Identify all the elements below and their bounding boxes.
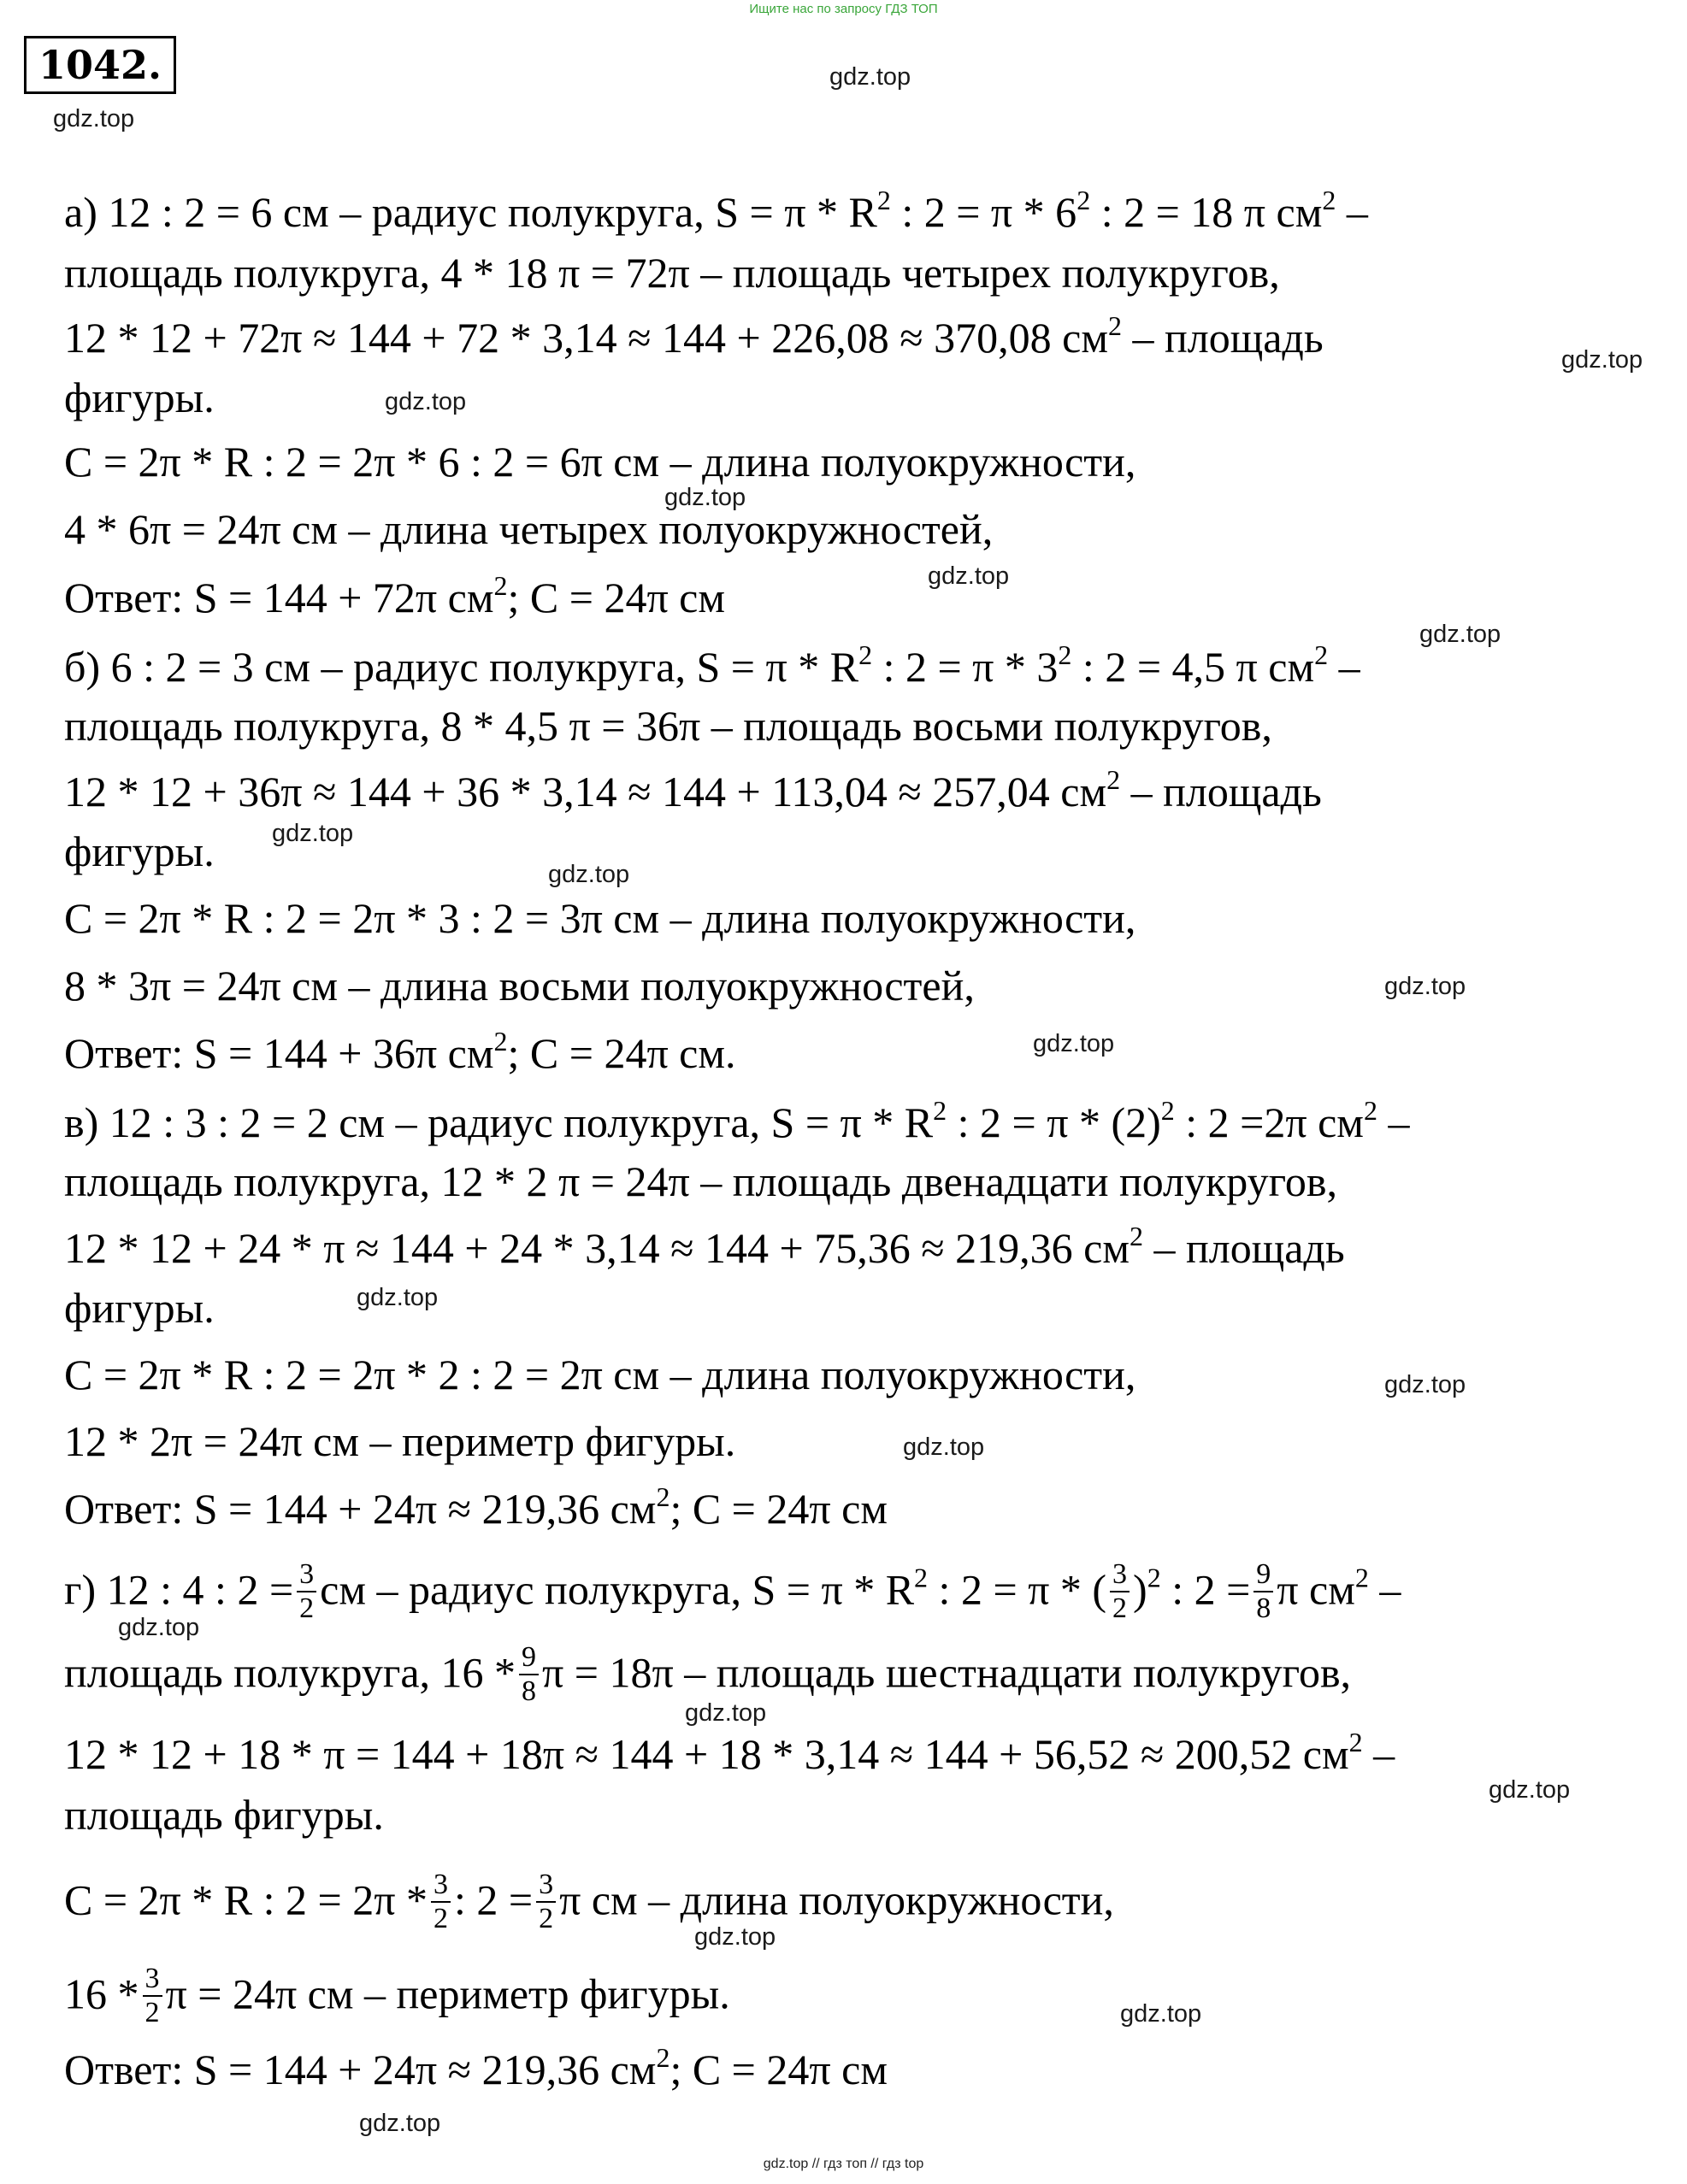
watermark: gdz.top [118,1614,200,1641]
watermark: gdz.top [1384,973,1466,1000]
part-v-line-5: C = 2π * R : 2 = 2π * 2 : 2 = 2π см – длина полуокружности, [64,1351,1136,1398]
fraction-3-2: $\frac{3}{2}$ [143,1963,162,2029]
part-g-line-3: 12 * 12 + 18 * π = 144 + 18π ≈ 144 + 18 * 3,14 ≈ 144 + 56,52 ≈ 200,52 $см^2$ – [64,1727,1395,1778]
watermark: gdz.top [385,388,467,415]
part-v-line-4: фигуры. [64,1284,215,1332]
watermark: gdz.top [357,1284,439,1311]
part-v-line-6: 12 * 2π = 24π см – периметр фигуры. [64,1417,736,1465]
part-v-line-3: 12 * 12 + 24 * π ≈ 144 + 24 * 3,14 ≈ 144 + 75,36 ≈ 219,36 $см^2$ – площадь [64,1221,1345,1272]
part-g-line-1: г) 12 : 4 : 2 = $\frac{3}{2}$ см – радиус полукруга, $S = \pi * R^2$ : 2 = π * ( $\frac{3}{2}$ )$^2$ : 2 = $\frac{9}{8}$ π $см^2$ – [64,1558,1401,1624]
part-a-answer: Ответ: S = 144 + 72π $см^2$; C = 24π см [64,570,726,621]
top-banner: Ищите нас по запросу ГДЗ ТОП [749,2,938,16]
watermark: gdz.top [53,105,135,132]
part-b-line-4: фигуры. [64,827,215,875]
watermark: gdz.top [1419,621,1501,648]
watermark: gdz.top [1489,1776,1571,1804]
part-v-answer: Ответ: S = 144 + 24π ≈ 219,36 $см^2$; C = 24π см [64,1481,888,1533]
part-g-line-6: 16 * $\frac{3}{2}$ π = 24π см – периметр фигуры. [64,1963,730,2028]
part-a-line-4: фигуры. [64,374,215,421]
fraction-3-2: $\frac{3}{2}$ [536,1869,556,1935]
watermark: gdz.top [1561,346,1643,374]
part-g-line-4: площадь фигуры. [64,1791,384,1839]
watermark: gdz.top [1384,1371,1466,1398]
part-v-line-1: в) 12 : 3 : 2 = 2 см – радиус полукруга, $S = \pi * R^2$ : $2 = \pi * (2)^2$ : 2 =2π $см^2$ – [64,1095,1410,1146]
part-b-answer: Ответ: S = 144 + 36π $см^2$; C = 24π см. [64,1026,736,1077]
part-g-line-2: площадь полукруга, 16 * $\frac{9}{8}$ π = 18π – площадь шестнадцати полукругов, [64,1641,1352,1707]
part-b-line-2: площадь полукруга, 8 * 4,5 π = 36π – площадь восьми полукругов, [64,702,1272,750]
problem-number: 1042. [24,36,176,94]
watermark: gdz.top [664,484,746,511]
watermark: gdz.top [829,63,911,91]
watermark: gdz.top [903,1433,985,1461]
watermark: gdz.top [359,2110,441,2137]
part-b-line-5: C = 2π * R : 2 = 2π * 3 : 2 = 3π см – длина полуокружности, [64,894,1136,942]
watermark: gdz.top [272,820,354,847]
part-a-line-6: 4 * 6π = 24π см – длина четырех полуокружностей, [64,505,994,553]
part-a-line-5: C = 2π * R : 2 = 2π * 6 : 2 = 6π см – длина полуокружности, [64,438,1136,486]
footer: gdz.top // гдз топ // гдз top [763,2157,924,2171]
watermark: gdz.top [694,1923,776,1951]
fraction-3-2: $\frac{3}{2}$ [1110,1558,1130,1625]
watermark: gdz.top [685,1699,767,1727]
watermark: gdz.top [928,562,1010,590]
part-a-line-3: 12 * 12 + 72π ≈ 144 + 72 * 3,14 ≈ 144 + 226,08 ≈ 370,08 $см^2$ – площадь [64,310,1324,362]
part-b-line-3: 12 * 12 + 36π ≈ 144 + 36 * 3,14 ≈ 144 + 113,04 ≈ 257,04 $см^2$ – площадь [64,764,1322,815]
part-v-line-2: площадь полукруга, 12 * 2 π = 24π – площадь двенадцати полукругов, [64,1157,1338,1205]
part-a-line-2: площадь полукруга, 4 * 18 π = 72π – площадь четырех полукругов, [64,249,1280,297]
part-b-line-6: 8 * 3π = 24π см – длина восьми полуокружностей, [64,962,975,1010]
fraction-3-2: $\frac{3}{2}$ [297,1558,316,1625]
part-g-answer: Ответ: S = 144 + 24π ≈ 219,36 $см^2$; C = 24π см [64,2042,888,2093]
fraction-9-8: $\frac{9}{8}$ [1253,1558,1273,1625]
fraction-9-8: $\frac{9}{8}$ [519,1641,539,1708]
part-g-line-5: C = 2π * R : 2 = 2π * $\frac{3}{2}$ : 2 = $\frac{3}{2}$ π см – длина полуокружности, [64,1869,1114,1934]
part-b-line-1: б) 6 : 2 = 3 см – радиус полукруга, $S = \pi * R^2$ : $2 = \pi * 3^2$ : 2 = 4,5 π $см^2$ – [64,639,1360,691]
watermark: gdz.top [548,861,630,888]
fraction-3-2: $\frac{3}{2}$ [431,1869,451,1935]
part-a-line-1: а) 12 : 2 = 6 см – радиус полукруга, $S = \pi * R^2$ : $2 = \pi * 6^2$ : 2 = 18 π $см^2$ – [64,185,1368,236]
watermark: gdz.top [1033,1030,1115,1057]
watermark: gdz.top [1120,2000,1202,2028]
